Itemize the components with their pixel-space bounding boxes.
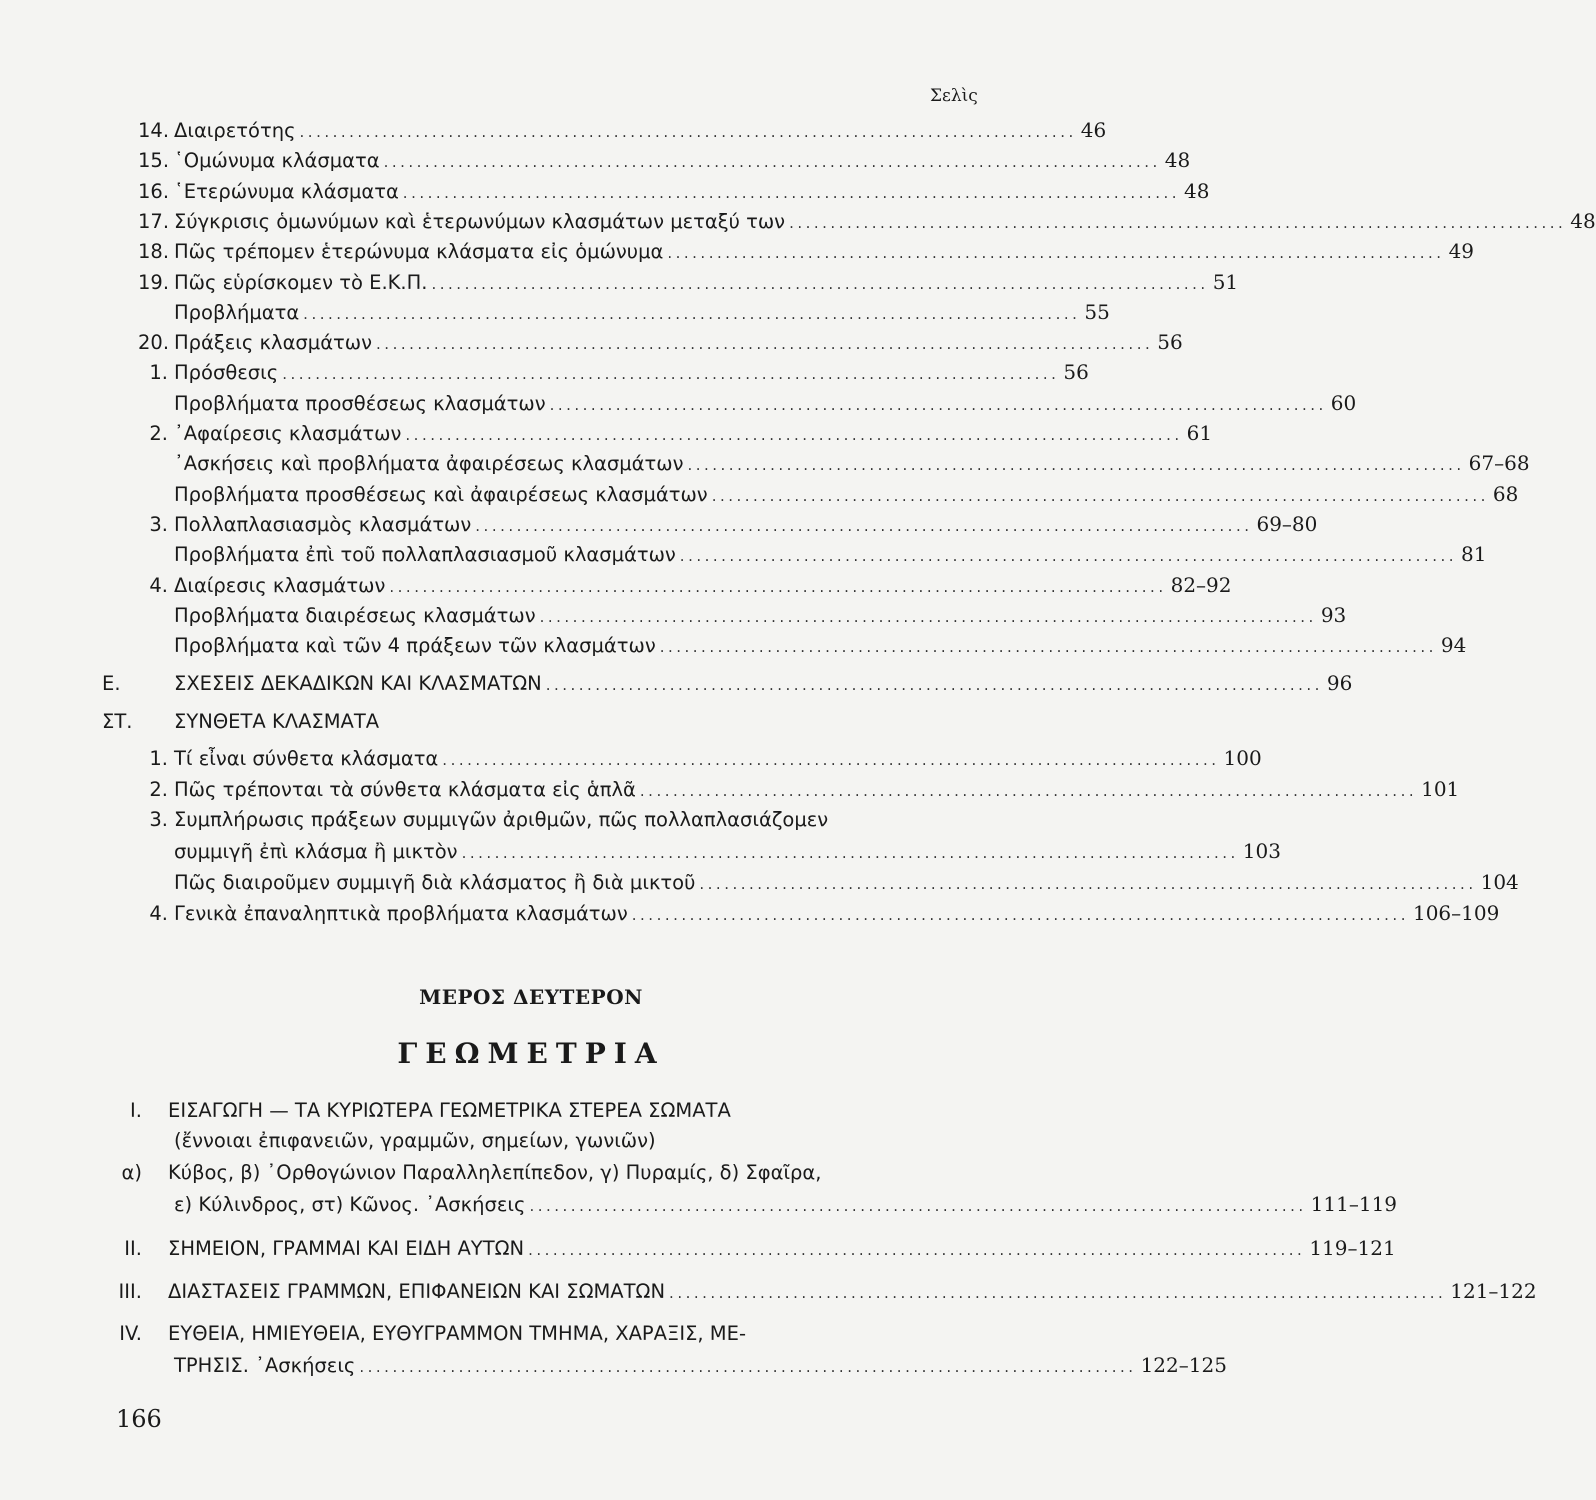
toc-entry xyxy=(138,178,1210,206)
entry-number: 2. xyxy=(149,778,168,801)
toc-entry xyxy=(138,869,1519,897)
entry-title: ΤΡΗΣΙΣ. ᾿Ασκήσεις xyxy=(174,1354,356,1377)
entry-title: Πῶς τρέπομεν ἑτερώνυμα κλάσματα εἰς ὁμώνυμα xyxy=(174,240,664,263)
toc-entry xyxy=(138,238,1475,266)
entry-page: 96 xyxy=(1326,671,1353,695)
entry-title: Διαίρεσις κλασμάτων xyxy=(174,574,386,597)
entry-title: ΕΙΣΑΓΩΓΗ — ΤΑ ΚΥΡΙΩΤΕΡΑ ΓΕΩΜΕΤΡΙΚΑ ΣΤΕΡΕΑ ΣΩΜΑΤΑ xyxy=(168,1099,731,1122)
entry-number: 1. xyxy=(149,747,168,770)
entry-title: συμμιγῆ ἐπὶ κλάσμα ἢ μικτὸν xyxy=(174,840,458,863)
toc-entry xyxy=(138,117,1107,145)
leader-dots: .............................................................................................. xyxy=(679,547,1457,565)
leader-dots: .............................................................................................. xyxy=(376,335,1154,353)
entry-page: 49 xyxy=(1448,239,1475,263)
entry-page: 60 xyxy=(1330,391,1357,415)
entry-title: ΔΙΑΣΤΑΣΕΙΣ ΓΡΑΜΜΩΝ, ΕΠΙΦΑΝΕΙΩΝ ΚΑΙ ΣΩΜΑΤΩΝ xyxy=(168,1280,666,1303)
entry-title: Πῶς διαιροῦμεν συμμιγῆ διὰ κλάσματος ἢ διὰ μικτοῦ xyxy=(174,871,696,894)
leader-dots: .............................................................................................. xyxy=(282,365,1060,383)
entry-page: 48 xyxy=(1184,179,1210,203)
entry-number: 3. xyxy=(149,513,168,536)
entry-page: 48 xyxy=(1164,148,1191,172)
entry-number: 17. xyxy=(138,210,170,233)
toc-section-st xyxy=(102,709,379,735)
leader-dots: .............................................................................................. xyxy=(405,426,1183,444)
leader-dots: .............................................................................................. xyxy=(383,153,1161,171)
leader-dots: .............................................................................................. xyxy=(431,275,1209,293)
entry-number: Ε. xyxy=(102,672,121,695)
entry-title: ῾Ομώνυμα κλάσματα xyxy=(174,149,380,172)
entry-page: 61 xyxy=(1186,421,1213,445)
entry-title: ε) Κύλινδρος, στ) Κῶνος. ᾿Ασκήσεις xyxy=(174,1193,526,1216)
leader-dots: .............................................................................................. xyxy=(711,487,1489,505)
entry-page: 101 xyxy=(1421,777,1460,801)
entry-page: 122–125 xyxy=(1140,1353,1227,1377)
entry-title: ΣΥΝΘΕΤΑ ΚΛΑΣΜΑΤΑ xyxy=(174,710,380,733)
leader-dots: .............................................................................................. xyxy=(669,1284,1447,1302)
entry-number: ΣΤ. xyxy=(102,710,133,733)
entry-title: ΣΧΕΣΕΙΣ ΔΕΚΑΔΙΚΩΝ ΚΑΙ ΚΛΑΣΜΑΤΩΝ xyxy=(174,672,542,695)
toc-chapter-iv-continued xyxy=(174,1352,1227,1380)
entry-page: 94 xyxy=(1440,633,1467,657)
leader-dots: .............................................................................................. xyxy=(549,396,1327,414)
entry-title: Τί εἶναι σύνθετα κλάσματα xyxy=(174,747,439,770)
entry-title: ᾿Ασκήσεις καὶ προβλήματα ἀφαιρέσεως κλασμάτων xyxy=(174,452,684,475)
leader-dots: .............................................................................................. xyxy=(461,844,1239,862)
entry-number: Ι. xyxy=(130,1099,142,1122)
entry-title: Κύβος, β) ᾿Ορθογώνιον Παραλληλεπίπεδον, γ) Πυραμίς, δ) Σφαῖρα, xyxy=(168,1161,822,1184)
toc-entry-section-e xyxy=(102,670,1353,698)
entry-page: 82–92 xyxy=(1170,573,1232,597)
entry-title: ΣΗΜΕΙΟΝ, ΓΡΑΜΜΑΙ ΚΑΙ ΕΙΔΗ ΑΥΤΩΝ xyxy=(168,1237,525,1260)
entry-title: Πρόσθεσις xyxy=(174,361,279,384)
entry-title: Πράξεις κλασμάτων xyxy=(174,331,373,354)
entry-title: ᾿Αφαίρεσις κλασμάτων xyxy=(174,422,402,445)
toc-entry xyxy=(138,511,1318,539)
leader-dots: .............................................................................................. xyxy=(539,608,1317,626)
entry-page: 93 xyxy=(1320,603,1347,627)
entry-title: Προβλήματα ἐπὶ τοῦ πολλαπλασιασμοῦ κλασμάτων xyxy=(174,543,676,566)
entry-title: Προβλήματα προσθέσεως καὶ ἀφαιρέσεως κλασμάτων xyxy=(174,483,708,506)
toc-entry xyxy=(138,269,1239,297)
leader-dots: .............................................................................................. xyxy=(699,875,1477,893)
toc-entry xyxy=(138,481,1519,509)
entry-title: Γενικὰ ἐπαναληπτικὰ προβλήματα κλασμάτων xyxy=(174,902,628,925)
entry-title: Πῶς εὑρίσκομεν τὸ Ε.Κ.Π. xyxy=(174,271,428,294)
entry-number: α) xyxy=(121,1161,142,1184)
entry-page: 46 xyxy=(1080,118,1107,142)
leader-dots: .............................................................................................. xyxy=(639,782,1418,800)
entry-number: 14. xyxy=(138,119,170,142)
leader-dots: .............................................................................................. xyxy=(359,1358,1137,1376)
leader-dots: .............................................................................................. xyxy=(528,1241,1306,1259)
entry-page: 55 xyxy=(1084,300,1110,324)
leader-dots: .............................................................................................. xyxy=(402,184,1180,202)
part-heading: ΜΕΡΟΣ ΔΕΥΤΕΡΟΝ xyxy=(419,985,643,1009)
toc-entry xyxy=(138,329,1183,357)
toc-entry xyxy=(138,602,1347,630)
entry-title: ῾Ετερώνυμα κλάσματα xyxy=(174,180,399,203)
entry-page: 103 xyxy=(1242,839,1281,863)
leader-dots: .............................................................................................. xyxy=(659,638,1437,656)
toc-chapter-ii xyxy=(102,1235,1396,1263)
entry-page: 69–80 xyxy=(1256,512,1318,536)
entry-title: Προβλήματα καὶ τῶν 4 πράξεων τῶν κλασμάτων xyxy=(174,634,656,657)
entry-number: 18. xyxy=(138,240,170,263)
entry-number: II. xyxy=(124,1237,142,1260)
leader-dots: .............................................................................................. xyxy=(299,123,1077,141)
entry-page: 104 xyxy=(1480,870,1519,894)
entry-title: Πῶς τρέπονται τὰ σύνθετα κλάσματα εἰς ἁπλᾶ xyxy=(174,778,636,801)
entry-number: 4. xyxy=(149,574,168,597)
entry-title: Διαιρετότης xyxy=(174,119,296,142)
toc-entry xyxy=(138,807,828,833)
entry-number: 15. xyxy=(138,149,170,172)
page-column-label: Σελὶς xyxy=(930,86,978,106)
toc-entry-continued xyxy=(138,838,1281,866)
entry-page: 56 xyxy=(1063,360,1089,384)
entry-title: Συμπλήρωσις πράξεων συμμιγῶν ἀριθμῶν, πῶς πολλαπλασιάζομεν xyxy=(174,808,829,831)
leader-dots: .............................................................................................. xyxy=(475,517,1253,535)
leader-dots: .............................................................................................. xyxy=(529,1197,1307,1215)
entry-number: 20. xyxy=(138,331,170,354)
entry-number: 16. xyxy=(138,180,170,203)
toc-chapter-iii xyxy=(102,1278,1537,1306)
entry-page: 121–122 xyxy=(1450,1279,1537,1303)
entry-title: Προβλήματα προσθέσεως κλασμάτων xyxy=(174,392,546,415)
entry-page: 51 xyxy=(1212,270,1239,294)
leader-dots: .............................................................................................. xyxy=(442,751,1220,769)
leader-dots: .............................................................................................. xyxy=(303,305,1081,323)
entry-title: Πολλαπλασιασμὸς κλασμάτων xyxy=(174,513,472,536)
toc-entry xyxy=(138,299,1110,327)
toc-entry xyxy=(138,572,1232,600)
entry-page: 67–68 xyxy=(1468,451,1530,475)
entry-title: Σύγκρισις ὁμωνύμων καὶ ἑτερωνύμων κλασμάτων μεταξύ των xyxy=(174,210,786,233)
entry-number: 4. xyxy=(149,902,168,925)
toc-entry xyxy=(138,900,1500,928)
leader-dots: .............................................................................................. xyxy=(687,456,1465,474)
leader-dots: .............................................................................................. xyxy=(631,906,1409,924)
toc-subentry-a-continued xyxy=(174,1191,1398,1219)
entry-subtitle: (ἔννοιαι ἐπιφανειῶν, γραμμῶν, σημείων, γωνιῶν) xyxy=(174,1129,656,1152)
entry-page: 106–109 xyxy=(1412,901,1500,925)
entry-page: 100 xyxy=(1223,746,1262,770)
entry-title: Προβλήματα διαιρέσεως κλασμάτων xyxy=(174,604,536,627)
toc-entry xyxy=(138,390,1357,418)
entry-title: ΕΥΘΕΙΑ, ΗΜΙΕΥΘΕΙΑ, ΕΥΘΥΓΡΑΜΜΟΝ ΤΜΗΜΑ, ΧΑΡΑΞΙΣ, ΜΕ- xyxy=(168,1322,746,1345)
entry-number: 2. xyxy=(149,422,168,445)
entry-page: 56 xyxy=(1157,330,1183,354)
leader-dots: .............................................................................................. xyxy=(789,214,1567,232)
entry-number: 3. xyxy=(149,808,168,831)
entry-number: III. xyxy=(118,1280,142,1303)
entry-page: 119–121 xyxy=(1309,1236,1396,1260)
entry-page: 81 xyxy=(1461,542,1487,566)
entry-page: 48 xyxy=(1570,209,1596,233)
entry-page: 68 xyxy=(1492,482,1519,506)
toc-entry xyxy=(138,632,1467,660)
toc-chapter-i xyxy=(102,1098,731,1124)
toc-entry xyxy=(138,450,1530,478)
leader-dots: .............................................................................................. xyxy=(667,244,1445,262)
page-number: 166 xyxy=(116,1405,162,1433)
toc-entry xyxy=(138,541,1487,569)
toc-entry xyxy=(138,147,1191,175)
leader-dots: .............................................................................................. xyxy=(389,578,1167,596)
entry-number: 19. xyxy=(138,271,170,294)
entry-title: Προβλήματα xyxy=(174,301,300,324)
toc-entry xyxy=(138,208,1596,236)
entry-number: IV. xyxy=(119,1322,142,1345)
toc-entry xyxy=(138,420,1213,448)
toc-subentry-a xyxy=(102,1160,821,1186)
toc-entry xyxy=(138,776,1460,804)
entry-page: 111–119 xyxy=(1310,1192,1398,1216)
leader-dots: .............................................................................................. xyxy=(545,676,1323,694)
entry-number: 1. xyxy=(149,361,168,384)
part-title: ΓΕΩΜΕΤΡΙΑ xyxy=(397,1037,665,1070)
toc-entry xyxy=(138,745,1262,773)
toc-entry xyxy=(138,359,1089,387)
toc-chapter-iv xyxy=(102,1321,746,1347)
